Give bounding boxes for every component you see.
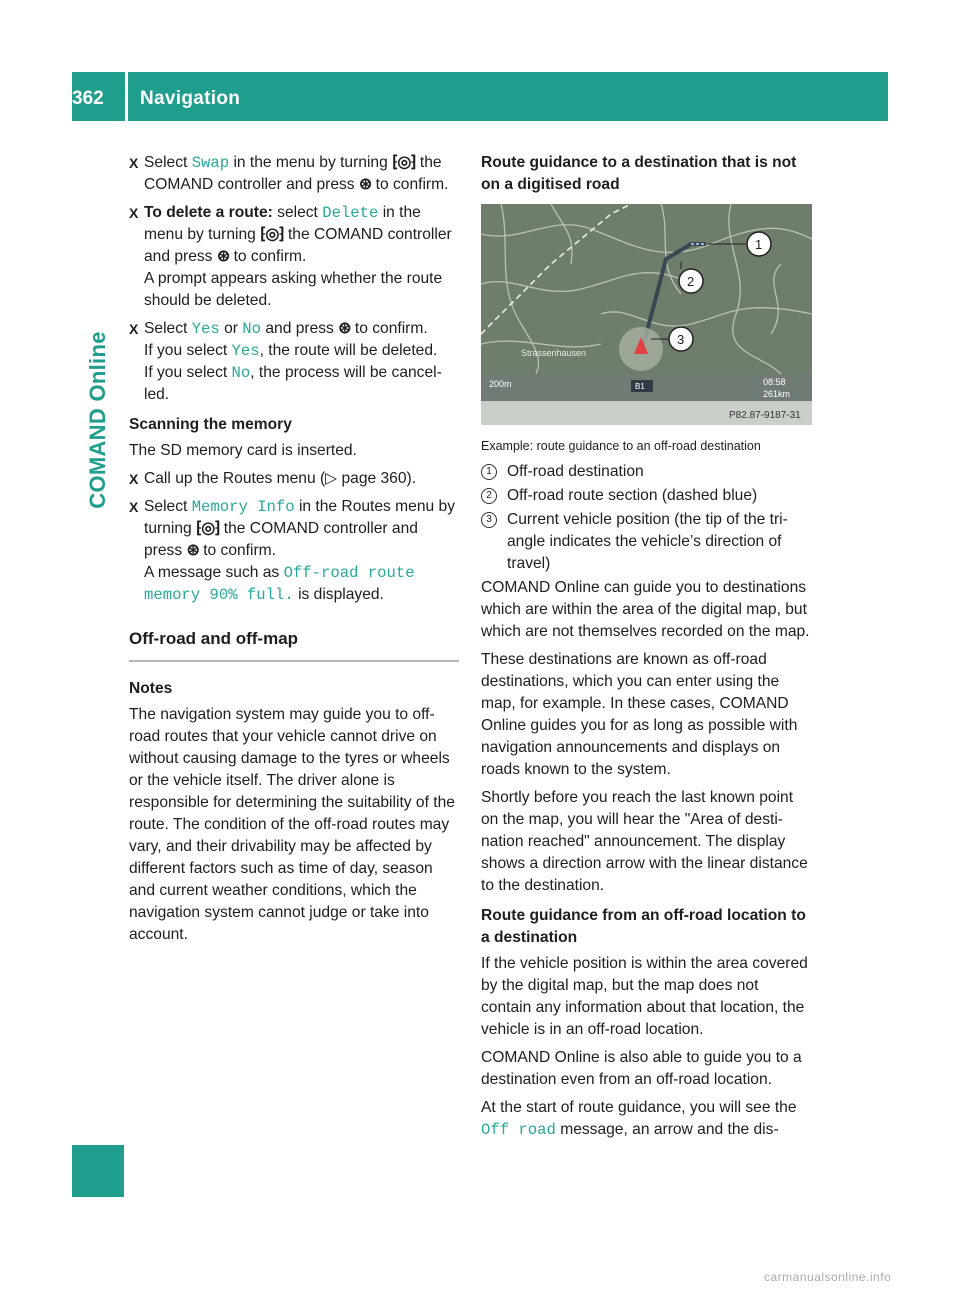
right-column (481, 152, 812, 1147)
header-divider (125, 72, 128, 121)
legend-item: 1 Off-road destination (481, 461, 812, 483)
map-town-label: Strassenhausen (521, 348, 587, 358)
map-caption: Example: route guidance to an off-road destination (481, 439, 761, 453)
heading-offroad: Off-road and off-map (129, 628, 459, 662)
paragraph: If the vehicle position is within the area covered by the digital map, but the map does not contain any information about that location, the vehicle is in an off-road location. (481, 955, 808, 1038)
step-arrow-icon: X (129, 499, 139, 515)
map-distance-label: 261km (763, 389, 791, 399)
map-scale-label: 200m (489, 379, 512, 389)
legend-item: 2 Off-road route section (dashed blue) (481, 485, 812, 507)
callout-1: 1 (755, 237, 763, 252)
step-confirm: X Select Yes or No and press ⊛ to confirm. If you select Yes, the route will be deleted. If you select No, the process will be cancelled. (129, 320, 442, 403)
step-memory-info: X Select Memory Info in the Routes menu by turning ⁅◎⁆ the COMAND controller and press ⊛ to confirm. A message such as Off-road route memory 90% full. is displayed. (129, 498, 455, 604)
menu-keyword: No (242, 320, 262, 338)
step-arrow-icon: X (129, 205, 139, 221)
menu-keyword: No (231, 364, 251, 382)
map-svg (481, 204, 812, 425)
rotate-controller-icon: ⁅◎⁆ (392, 154, 416, 171)
step-arrow-icon: X (129, 321, 139, 337)
step-arrow-icon: X (129, 471, 139, 487)
paragraph: These destinations are known as off-road destinations, which you can enter using the map, for example. In these cases, COMAND Online guides you for as long as possible with navigation announcements and displays on roads known to the system. (481, 651, 798, 778)
callout-3: 3 (677, 332, 685, 347)
step-swap: X Select Swap in the menu by turning ⁅◎⁆ the COMAND controller and press ⊛ to confirm. (129, 154, 449, 193)
page-title: Navigation (140, 88, 241, 109)
paragraph: COMAND Online can guide you to destinations which are within the area of the digital map, but which are not themselves recorded on the map. (481, 579, 810, 640)
heading-notes: Notes (129, 680, 173, 697)
scan-intro: The SD memory card is inserted. (129, 442, 357, 459)
legend-item: 3 Current vehicle position (the tip of the triangle indicates the vehicle’s direction of travel) (481, 509, 812, 575)
map-code-label: P82.87-9187-31 (729, 410, 801, 421)
side-marker (72, 1145, 124, 1197)
menu-keyword: Yes (231, 342, 260, 360)
press-controller-icon: ⊛ (216, 248, 230, 265)
rotate-controller-icon: ⁅◎⁆ (196, 520, 220, 537)
left-column (129, 152, 459, 952)
step-delete-route: X To delete a route: select Delete in the menu by turning ⁅◎⁆ the COMAND controller and press ⊛ to confirm. A prompt appears asking whether the route should be deleted. (129, 204, 452, 309)
map-road-label: B1 (635, 382, 645, 391)
paragraph: At the start of route guidance, you will see the Off road message, an arrow and the dis- (481, 1099, 797, 1139)
navigation-map-image (481, 204, 812, 425)
menu-keyword: Memory Info (191, 498, 295, 516)
map-time-label: 08:58 (763, 377, 786, 387)
press-controller-icon: ⊛ (358, 176, 372, 193)
footer-watermark: carmanualsonline.info (764, 1270, 892, 1284)
notes-text: The navigation system may guide you to off-road routes that your vehicle cannot drive on without causing damage to the tyres or wheels or the vehicle itself. The driver alone is responsible for determining the suitability of the route. The condition of the off-road routes may vary, and their drivability may be affected by different factors such as time of day, season and current weather conditions, which the navigation system cannot judge or take into account. (129, 706, 455, 943)
heading-route-guidance-offroad: Route guidance to a destination that is not on a digitised road (481, 154, 797, 193)
menu-keyword: Delete (322, 204, 379, 222)
heading-route-from-offroad: Route guidance from an off-road location to a destination (481, 907, 806, 946)
menu-keyword: Yes (191, 320, 220, 338)
callout-2: 2 (687, 274, 695, 289)
rotate-controller-icon: ⁅◎⁆ (260, 226, 284, 243)
side-section-label: COMAND Online (85, 331, 110, 509)
paragraph: Shortly before you reach the last known point on the map, you will hear the "Area of destination reached" announcement. The display shows a direction arrow with the linear distance to the destination. (481, 789, 808, 894)
menu-keyword: Off-road route memory 90% full. (144, 564, 415, 604)
menu-keyword: Off road (481, 1121, 556, 1139)
page-number: 362 (72, 88, 104, 109)
heading-scanning-memory: Scanning the memory (129, 416, 292, 433)
menu-keyword: Swap (191, 154, 230, 172)
paragraph: COMAND Online is also able to guide you to a destination even from an off-road location. (481, 1049, 802, 1088)
step-arrow-icon: X (129, 155, 139, 171)
press-controller-icon: ⊛ (186, 542, 199, 559)
press-controller-icon: ⊛ (338, 320, 351, 337)
step-call-routes: X Call up the Routes menu (▷ page 360). (129, 468, 459, 490)
